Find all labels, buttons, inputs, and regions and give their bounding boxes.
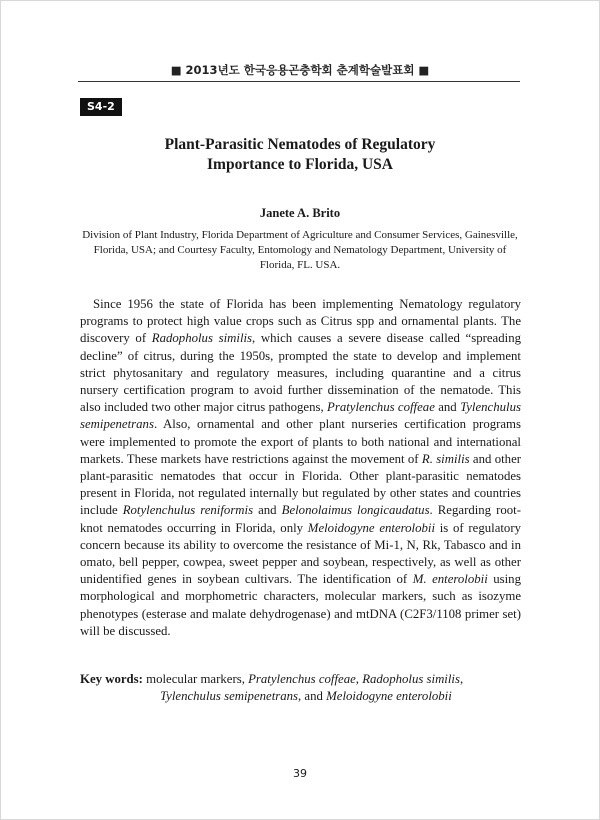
abstract-text: , which causes a severe disease called “spreading decline” of citrus, during the 1950s, prompted the state to develop and implement strict phytosanitary and regulatory measures, including quarantine and a citrus nursery certification program to avoid further dissemination of the nematode. This also included two other major citrus pathogens, — [80, 331, 521, 415]
species-name: Tylenchulus semipenetrans — [80, 400, 521, 432]
species-name: R. similis — [421, 451, 470, 466]
abstract-text: and — [253, 503, 282, 518]
keywords-second-line — [80, 688, 521, 705]
keyword-species: Meloidogyne enterolobii — [326, 689, 452, 704]
header-rule — [78, 81, 520, 82]
keywords-label: Key words: — [80, 672, 143, 686]
species-name: Radopholus similis — [151, 331, 253, 346]
abstract-body — [80, 296, 521, 640]
affiliation: Division of Plant Industry, Florida Department of Agriculture and Consumer Services, Gainesville, Florida, USA; and Courtesy Faculty, Entomology and Nematology Department, University of Florida, FL. USA. — [82, 229, 518, 271]
species-name: Belonolaimus longicaudatus — [281, 503, 430, 518]
abstract-text: using morphological and morphometric characters, molecular markers, such as isozyme phenotypes (esterase and malate dehydrogenase) and mtDNA (C2F3/1108 primer set) will be discussed. — [80, 572, 521, 638]
keywords-text: , — [459, 672, 464, 686]
species-name: Meloidogyne enterolobii — [307, 520, 435, 535]
abstract-text: . Also, ornamental and other plant nurseries certification programs were implemented to promote the export of plants to both national and international markets. These markets have restrictions against the movement of — [80, 417, 521, 466]
abstract-text: and other plant-parasitic nematodes that occur in Florida. Other plant-parasitic nematodes present in Florida, not regulated internally but regulated by other states and countries include — [80, 451, 522, 518]
running-header: ■ 2013년도 한국응용곤충학회 춘계학술발표회 ■ — [170, 63, 430, 77]
page-number: 39 — [293, 767, 307, 780]
keyword-species: Radopholus similis — [362, 672, 460, 686]
keywords-text: molecular markers, — [142, 672, 249, 686]
abstract-text: is of regulatory concern because its ability to overcome the resistance of Mi-1, N, Rk, Tabasco and in omato, bell pepper, cowpea, sweet pepper and soybean, respectively, as well as other unidentified genes in soybean cultivars. The identification of — [80, 520, 521, 587]
abstract-text: Since 1956 the state of Florida has been implementing Nematology regulatory programs to protect high value crops such as Citrus spp and ornamental plants. The discovery of — [80, 297, 521, 346]
title-line-1: Plant-Parasitic Nematodes of Regulatory — [164, 136, 436, 153]
keyword-species: Tylenchulus semipenetrans — [160, 689, 299, 704]
keyword-species: Pratylenchus coffeae — [248, 672, 356, 686]
species-name: Rotylenchulus reniformis — [122, 503, 254, 518]
title-line-2: Importance to Florida, USA — [207, 156, 393, 173]
abstract-text: . Regarding root-knot nematodes occurring in Florida, only — [80, 503, 521, 535]
session-badge: S4-2 — [80, 98, 122, 116]
keywords — [80, 671, 521, 705]
author-name: Janete A. Brito — [259, 206, 341, 220]
keywords-text: , — [355, 672, 363, 686]
keywords-text: , and — [298, 689, 327, 704]
species-name: Pratylenchus coffeae — [327, 400, 435, 415]
species-name: M. enterolobii — [412, 572, 488, 587]
abstract-text: and — [434, 400, 461, 415]
paper-title — [80, 135, 520, 175]
